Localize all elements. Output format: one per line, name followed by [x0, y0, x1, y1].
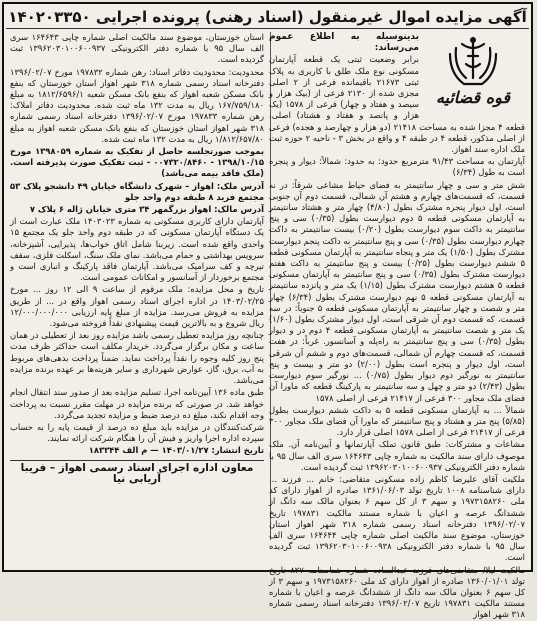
right-paragraph: شمالاً ... به آپارتمان مسکونی قطعه ۵ به داکت ششم دیوارست بطول (۵/۸۵) پنج متر و هشتاد و پنج سانتیمتر که ماورا آن فضای ملک مجاور ۳۰۰ فرعی از ۲۱۴۱۷ فرعی از اصلی ۱۵۷۸ اصلی قرار دارد. [269, 404, 525, 438]
left-paragraph: استان خوزستان، موضوع سند مالکیت اصلی شماره چاپی ۱۶۴۶۴۳ سری الف سال ۹۵ با شماره دفتر الکترونیکی ۱۳۹۶۲۰۳۰۱۰۰۶۰۰۹۳۷ ثبت گردیده است. [10, 32, 265, 65]
left-column [10, 32, 264, 566]
left-paragraph: شرکت‌کنندگان در مزایده باید مبلغ ده درصد از قیمت پایه را به حساب سپرده اداره اجرا واریز و فیش آن را هنگام شرکت ارائه نمایند. [10, 421, 264, 444]
left-paragraph: آپارتمان دارای کاربری مسکونی به شماره ۱۴۰۳۰۲۳ ملک عبارت است از یک دستگاه آپارتمان مسکونی که در طبقه دوم واحد جلو یک مجتمع ۱۵ واحدی واقع شده است. زیربنا شامل اتاق خواب‌ها، پذیرایی، آشپزخانه، سرویس بهداشتی و حمام می‌باشد. نمای ملک سنگ، اسکلت فلزی، سقف تیرچه و کف سرامیک می‌باشد. آپارتمان فاقد پارکینگ و انباری است و مجتمع برخوردار از آسانسور و امکانات عمومی است. [10, 216, 264, 283]
auction-notice [2, 2, 533, 620]
left-paragraph: چنانچه روز مزایده تعطیل رسمی باشد مزایده روز بعد از تعطیلی در همان ساعت و مکان برگزار می‌گردد. خریدار مکلف است حداکثر ظرف مدت پنج روز کلیه وجوه را نقداً پرداخت نماید. ضمناً پرداخت بدهی‌های مربوط به آب، برق، گاز، عوارض شهرداری و سایر هزینه‌ها بر عهده برنده مزایده می‌باشد. [10, 330, 264, 386]
left-paragraph: بموجب صورتجلسه حاصل از تفکیک به شماره ۱۳۹۸۰۵۹ مورخ ۱۳۹۸/۱۰/۱۵ - ۰۰۷۳۲۰/۸۴۶۰ - ثبت تفکیک صورت پذیرفته است. (ملک فاقد بیمه می‌باشد) [10, 146, 264, 179]
right-column [269, 32, 526, 620]
right-paragraph: شش متر و سی و چهار سانتیمتر به فضای حیاط مشاعی شرقاً: در نه قسمت، که قسمت‌های چهارم و هشتم آن شمالی، قسمت دوم آن جنوبی است، اول دیوار پنجره مشترک بطول (۴/۸۰) چهار متر و هشتاد سانتیمتر به آپارتمان مسکونی قطعه ۵ دوم دیوارست بطول (۰/۳۵) سی و پنج سانتیمتر به داکت سوم دیوارست بطول (۰/۲۰) بیست سانتیمتر به داکت چهارم دیوارست بطول (۰/۳۵) سی و پنج سانتیمتر به داکت پنجم دیوارست مشترک بطول (۱/۵۰) یک متر و پنجاه سانتیمتر به آپارتمان مسکونی قطعه ۵ ششم دیوارست بطول (۰/۲۵) بیست و پنج سانتیمتر به داکت هفتم دیوارست مشترک بطول (۰/۳۵) سی و پنج سانتیمتر به آپارتمان مسکونی قطعه ۵ هشتم دیوارست مشترک بطول (۱/۱۵) یک متر و پانزده سانتیمتر به آپارتمان مسکونی قطعه ۵ نهم دیوارست مشترک بطول (۶/۳۴) چهار متر و شصت و چهار سانتیمتر به آپارتمان مسکونی قطعه ۵ جنوباً: در سه قسمت، که قسمت دوم آن شرقی است، اول دیوار مشترک بطول (۱/۶۰) یک متر و شصت سانتیمتر به آپارتمان مسکونی قطعه ۴ دوم در و دیوار بطول (۰/۳۵) سی و پنج سانتیمتر به راه‌پله و آسانسور. غرباً: در هفت قسمت، که قسمت چهارم آن شمالی، قسمت‌های دوم و ششم آن شرقی است، اول دیوار و پنجره است بطول (۲/۰۰) دو متر و بیست و پنج سانتیمتر به نورگیر دوم دیوار بطول (۰/۷۵) ... نورگیر سوم دیوارست بطول (۲/۴۳) دو متر و چهل و سه سانتیمتر به پارکینگ قطعه که ماورا آن فضای ملک مجاور ۳۰۰ فرعی از ۲۱۴۱۷ فرعی از اصلی ۱۵۷۸ [269, 179, 526, 403]
emblem-spacer [419, 32, 525, 118]
notice-title: آگهی مزایده اموال غیرمنقول (اسناد رهنی) پرونده اجرایی ۱۴۰۲۰۳۳۵۰ [6, 6, 529, 29]
notice-lead: بدینوسیله به اطلاع عموم می‌رساند: [269, 32, 419, 54]
owner-address: آدرس مالک: اهواز بزرگمهر ۳۴ متری خیابان ژاله ۶ پلاک ۷ [29, 204, 264, 215]
right-paragraph: برابر وضعیت ثبتی یک قطعه آپارتمان مسکونی نوع ملک طلق با کاربری به پلاک ثبتی ۲۱۶۷۳ باقیمانده فرعی از ۲ اصلی مجزی شده از ۲۱۳۰ فرعی از (بیک هزار و سیصد و هفتاد و چهار) فرعی از ۱۵۷۸ (یک هزار و پانصد و هفتاد و هشتاد) اصلی، قطعه ۴ مجزا شده به مساحت ۲۱۴۱۸ (دو هزار و چهارصد و هجده) فرعی از اصلی مذکور، قطعه ۴ در طبقه ۴ و واقع در بخش ۳ - ناحیه ۲ حوزه ثبت ملک اداره سند اهواز. [269, 54, 526, 155]
right-paragraph: ملکیت آقای علیرضا کاظم زاده مسکونی متقاضی: خانم ... فرزند ... دارای شناسنامه ۱۰۰۸ تاریخ تولد ۱۳۶۱/۰۶/۰۳ صادره از اهواز دارای کد ملی ۱۹۷۳۱۵۸۲۶۰ و سهم ۳ از کل سهم ۶ بعنوان مالک سه دانگ از ششدانگ عرصه و اعیان با شماره مستند مالکیت ۱۹۷۸۳۱ تاریخ ۱۳۹۶/۰۲/۰۷ دفترخانه اسناد رسمی شماره ۳۱۸ شهر اهواز استان خوزستان، موضوع سند مالکیت اصلی شماره چاپی ۱۶۴۶۴۴ سری الف سال ۹۵ با شماره دفتر الکترونیکی ۱۳۹۶۲۰۳۰۱۰۰۶۰۰۹۳۸ ثبت گردیده است. [269, 473, 526, 563]
right-paragraph: آپارتمان به مساحت ۹۱/۴۳ مترمربع حدود: به حدود: شمالاً: دیوار و پنجره است به طول (۶/۳۴) [269, 156, 525, 178]
left-paragraph: طبق ماده ۱۳۶ آیین‌نامه اجرا، تسلیم مزایده بعد از صدور سند انتقال انجام خواهد شد. در صورتی که برنده مزایده در مهلت مقرر نسبت به پرداخت وجه اقدام نکند، مبلغ ده درصد ضبط و مزایده تجدید می‌گردد. [10, 387, 264, 420]
property-address: آدرس ملک: اهواز – شهرک دانشگاه خیابان ۴۹ دانشجو پلاک ۵۳ مجتمع فرید ۸ طبقه دوم واحد جلو [10, 180, 264, 202]
left-paragraph: تاریخ و محل مزایده: ملک مرقوم از ساعت ۹ الی ۱۲ روز ... مورخ ۱۴۰۳/۰۲/۲۵ در اداره اجرای اسناد رسمی اهواز واقع در ... از طریق مزایده به فروش می‌رسد. مزایده از مبلغ پایه ارزیابی ۱۲/۰۰۰/۰۰۰/۰۰۰ ریال شروع و به بالاترین قیمت پیشنهادی نقداً فروخته می‌شود. [10, 284, 265, 329]
signature-footer: معاون اداره اجرای اسناد رسمی اهواز – فریبا آریابی نیا [10, 460, 264, 485]
right-paragraph: مالکیت لیلا/ متقاضی‌های فرزند عبدالساده شماره شناسنامه ۸۲۷ تاریخ تولد ۱۳۶۰/۰۱/۰۱ صادره از اهواز دارای کد ملی ۱۹۷۳۱۵۸۲۶۰ و سهم ۳ از کل سهم ۶ بعنوان مالک سه دانگ از ششدانگ عرصه و اعیان با شماره مستند مالکیت ۱۹۷۸۳۱ تاریخ ۱۳۹۶/۰۲/۰۷ دفترخانه اسناد رسمی شماره ۳۱۸ شهر اهواز [269, 564, 526, 620]
publication-date: تاریخ انتشار: ۱۴۰۳/۰۱/۲۷ — م الف ۱۸۳۳۴۴ [88, 445, 264, 456]
emblem-caption: قوه قضائیه [435, 88, 511, 107]
right-paragraph: مشاعات و مشترکات: طبق قانون تملک آپارتمانها و آیین‌نامه آن. ملک موصوف دارای سند مالکیت به شماره چاپی ۱۶۴۶۴۳ سری الف سال ۹۵ با شماره دفتر الکترونیکی ۱۳۹۶۲۰۳۰۱۰۰۶۰۰۹۳۷ ثبت گردیده است. [269, 439, 525, 472]
left-paragraph: محدودیت: محدودیت دفاتر اسناد: رهن شماره ۱۹۷۸۳۲ مورخ ۱۳۹۶/۰۲/۰۷ دفترخانه اسناد رسمی شماره ۳۱۸ شهر اهواز استان خوزستان که بنفع بانک مسکن شعبه اهواز که بنفع بانک مسکن شعبه ۱۸۱۲/۶۵۹۶/۱ به مبلغ ۱۶۷/۷۵۹/۱۸۰ ریال به مدت ۱۳۲ ماه ثبت شده. محدودیت دفاتر املاک: رهن شماره ۱۹۷۸۳۳ مورخ ۱۳۹۶/۰۲/۰۷ دفترخانه اسناد رسمی شماره ۳۱۸ شهر اهواز استان خوزستان که بنفع بانک مسکن شعبه اهواز به مبلغ ۱/۸۱۲/۶۵۷/۸۰ ریال به مدت ۱۳۲ ماه ثبت شده. [10, 66, 265, 144]
